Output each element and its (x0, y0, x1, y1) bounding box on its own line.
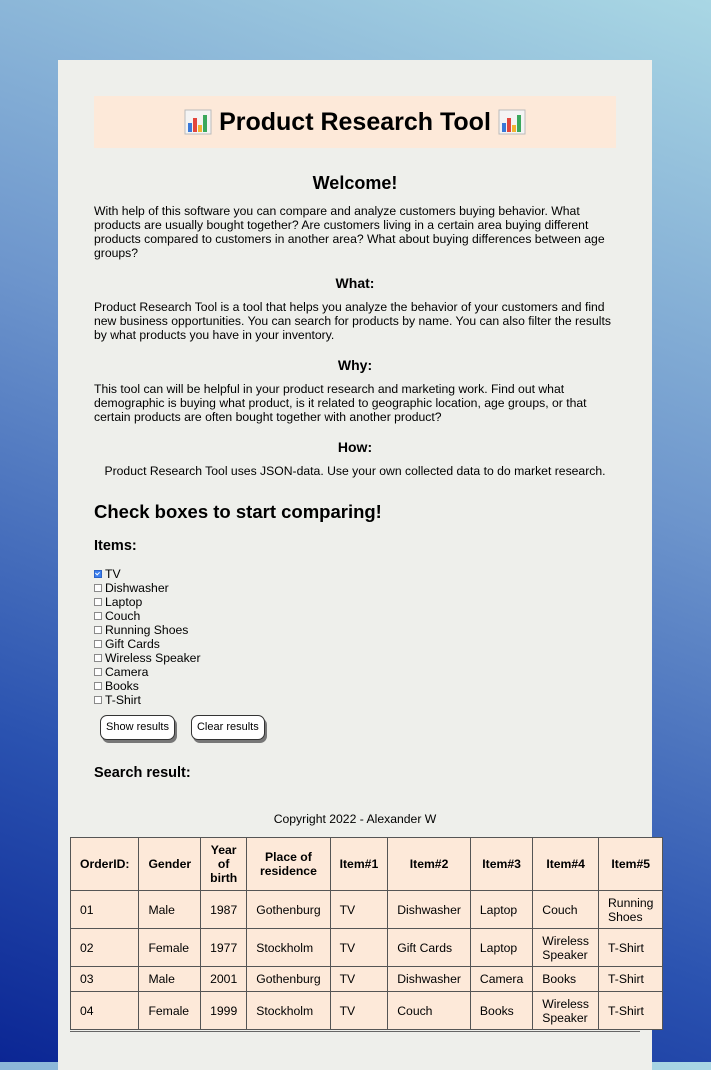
table-cell: Laptop (470, 929, 532, 967)
welcome-text: With help of this software you can compare and analyze customers buying behavior. What products are usually bought together? Are customers living in a certain area buying different products compared to customers in another area? What about buying differences between age groups? (94, 204, 605, 260)
column-header: Item#2 (388, 838, 471, 891)
why-heading: Why: (337, 357, 373, 373)
checkbox-item-couch[interactable] (94, 609, 616, 623)
checkbox-label: TV (105, 567, 121, 581)
table-cell: Couch (388, 992, 471, 1030)
checkbox[interactable] (94, 584, 102, 592)
column-header: OrderID: (71, 838, 139, 891)
table-cell: Gothenburg (247, 891, 330, 929)
column-header: Gender (139, 838, 201, 891)
table-cell: Male (139, 967, 201, 992)
compare-heading: Check boxes to start comparing! (94, 501, 382, 522)
checkbox-label: Dishwasher (105, 581, 169, 595)
column-header: Item#4 (533, 838, 599, 891)
checkbox-item-wireless-speaker[interactable] (94, 651, 616, 665)
title-banner (94, 96, 616, 148)
table-cell: 1999 (201, 992, 247, 1030)
page-title (185, 108, 525, 137)
table-cell: 02 (71, 929, 139, 967)
column-header: Item#5 (599, 838, 663, 891)
checkbox-item-books[interactable] (94, 679, 616, 693)
page-title-text: Product Research Tool (219, 107, 491, 136)
checkbox-label: Camera (105, 665, 149, 679)
how-text: Product Research Tool uses JSON-data. Use your own collected data to do market research. (104, 464, 606, 478)
table-row (71, 967, 663, 992)
checkbox-item-laptop[interactable] (94, 595, 616, 609)
table-cell: 01 (71, 891, 139, 929)
clear-results-button[interactable]: Clear results (191, 715, 265, 740)
table-cell: Gothenburg (247, 967, 330, 992)
what-text: Product Research Tool is a tool that helps you analyze the behavior of your customers and find new business opportunities. You can search for products by name. You can also filter the results by what products you have in your inventory. (94, 300, 611, 342)
checkbox[interactable] (94, 654, 102, 662)
table-cell: Stockholm (247, 992, 330, 1030)
table-cell: T-Shirt (599, 967, 663, 992)
table-cell: Books (533, 967, 599, 992)
checkbox-item-gift-cards[interactable] (94, 637, 616, 651)
table-cell: Wireless Speaker (533, 929, 599, 967)
checkbox-item-tv[interactable] (94, 567, 616, 581)
checkbox-label: Couch (105, 609, 141, 623)
table-cell: T-Shirt (599, 992, 663, 1030)
table-row (71, 992, 663, 1030)
checkbox[interactable] (94, 570, 102, 578)
bar-chart-icon (185, 110, 211, 134)
checkbox[interactable] (94, 626, 102, 634)
table-cell: 03 (71, 967, 139, 992)
table-cell: 2001 (201, 967, 247, 992)
search-result-heading: Search result: (94, 765, 191, 781)
checkbox[interactable] (94, 598, 102, 606)
checkbox[interactable] (94, 668, 102, 676)
checkbox-label: T-Shirt (105, 693, 141, 707)
checkbox-label: Running Shoes (105, 623, 189, 637)
main-card (58, 60, 652, 1070)
items-heading: Items: (94, 538, 137, 554)
welcome-heading: Welcome! (312, 173, 398, 193)
table-cell: Wireless Speaker (533, 992, 599, 1030)
checkbox-label: Gift Cards (105, 637, 160, 651)
table-cell: Couch (533, 891, 599, 929)
table-cell: 04 (71, 992, 139, 1030)
checkbox-item-t-shirt[interactable] (94, 693, 616, 707)
table-cell: 1987 (201, 891, 247, 929)
table-cell: Stockholm (247, 929, 330, 967)
table-cell: TV (330, 929, 388, 967)
checkbox[interactable] (94, 682, 102, 690)
table-row (71, 929, 663, 967)
checkbox[interactable] (94, 696, 102, 704)
table-cell: TV (330, 992, 388, 1030)
why-text: This tool can will be helpful in your product research and marketing work. Find out what demographic is buying what product, is it related to geographic location, age groups, or that certain products are often bought together with another product? (94, 382, 587, 424)
table-cell: Gift Cards (388, 929, 471, 967)
checkbox-label: Wireless Speaker (105, 651, 201, 665)
table-cell: T-Shirt (599, 929, 663, 967)
action-buttons (100, 715, 616, 740)
results-table (70, 837, 663, 1030)
table-row (71, 891, 663, 929)
column-header: Item#1 (330, 838, 388, 891)
table-cell: Female (139, 929, 201, 967)
show-results-button[interactable]: Show results (100, 715, 175, 740)
table-cell: Dishwasher (388, 891, 471, 929)
copyright-text: Copyright 2022 - Alexander W (273, 812, 437, 826)
checkbox-label: Books (105, 679, 139, 693)
checkbox-item-camera[interactable] (94, 665, 616, 679)
table-cell: TV (330, 967, 388, 992)
table-cell: Camera (470, 967, 532, 992)
table-cell: Running Shoes (599, 891, 663, 929)
table-cell: 1977 (201, 929, 247, 967)
what-heading: What: (335, 275, 375, 291)
how-heading: How: (337, 439, 373, 455)
column-header: Year of birth (201, 838, 247, 891)
table-cell: Dishwasher (388, 967, 471, 992)
bar-chart-icon (499, 110, 525, 134)
table-cell: Laptop (470, 891, 532, 929)
table-header-row (71, 838, 663, 891)
checkbox-item-running-shoes[interactable] (94, 623, 616, 637)
column-header: Item#3 (470, 838, 532, 891)
checkbox[interactable] (94, 640, 102, 648)
item-checklist (94, 567, 616, 707)
content-area (94, 170, 616, 782)
checkbox[interactable] (94, 612, 102, 620)
table-cell: Books (470, 992, 532, 1030)
table-cell: Female (139, 992, 201, 1030)
table-cell: TV (330, 891, 388, 929)
checkbox-item-dishwasher[interactable] (94, 581, 616, 595)
checkbox-label: Laptop (105, 595, 143, 609)
results-table-scroll[interactable] (70, 837, 654, 1032)
column-header: Place of residence (247, 838, 330, 891)
table-cell: Male (139, 891, 201, 929)
